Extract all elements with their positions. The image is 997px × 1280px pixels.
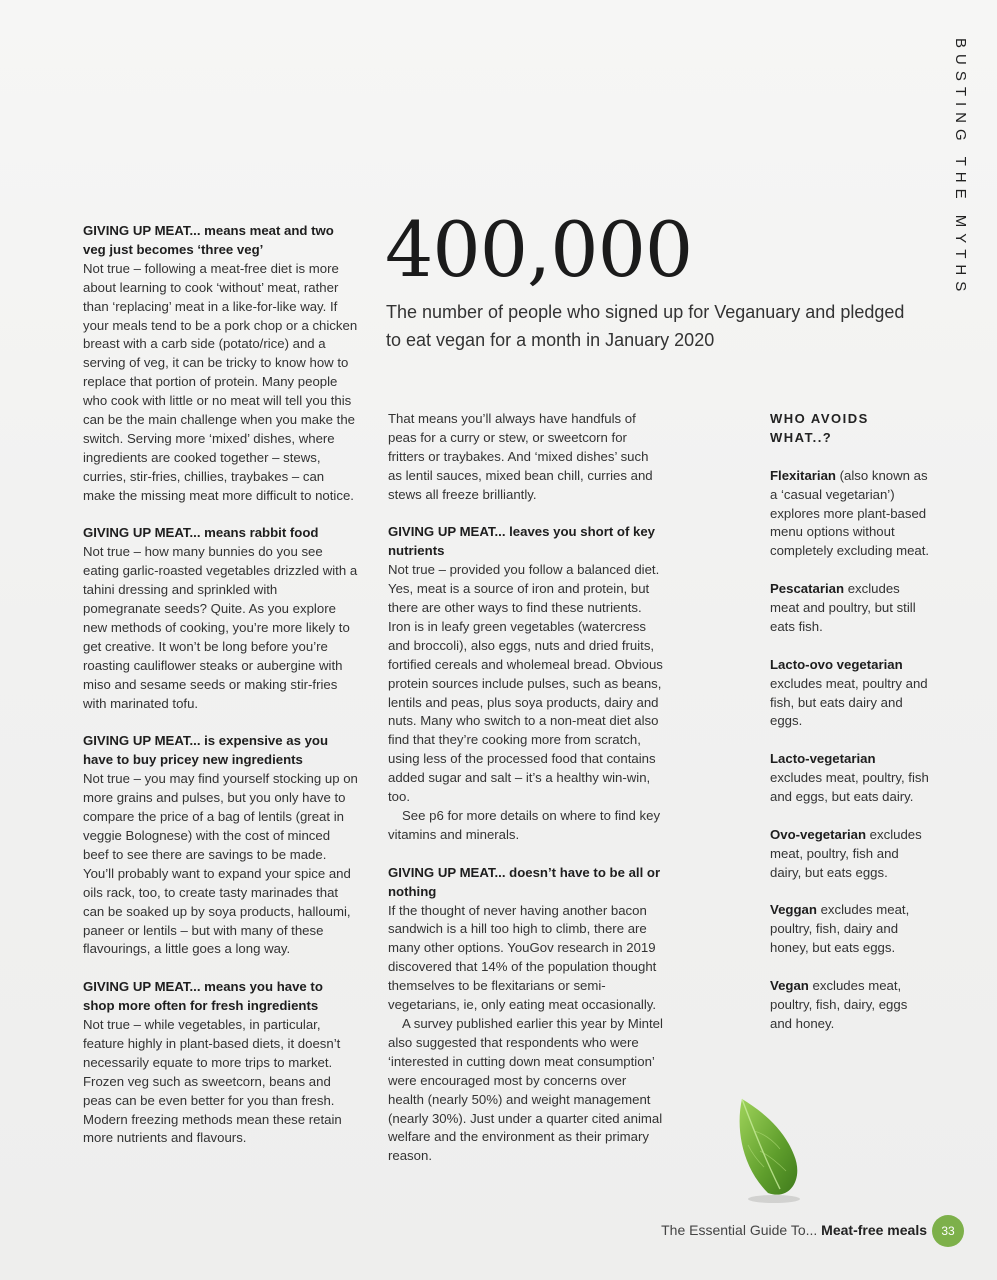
myth-three-veg — [83, 222, 358, 506]
diet-term: Vegan — [770, 978, 809, 994]
myth-note: See p6 for more details on where to find key vitamins and minerals. — [388, 808, 661, 842]
diet-term: Lacto-vegetarian — [770, 751, 876, 767]
myth-body: Not true – following a meat-free diet is more about learning to cook ‘without’ meat, rather than ‘replacing’ meat in a like-for-like way. If your meals tend to be a pork chop or a chicken breast with a carb side (potato/rice) and a serving of veg, it can be tricky to know how to replace that portion of protein. Many people who cook with little or no meat will tell you this can be the main challenge when you make the switch. Serving more ‘mixed’ dishes, where ingredients are cooked together – stews, curries, stir-fries, chillies, traybakes – can make the missing meat more difficult to notice. — [83, 260, 358, 503]
myth-heading: GIVING UP MEAT... doesn’t have to be all or nothing — [388, 864, 661, 899]
diet-description: excludes meat, poultry, fish and dairy, but eats eggs. — [770, 826, 922, 880]
sidebar-heading: WHO AVOIDS WHAT..? — [770, 411, 869, 445]
myth-body-second: A survey published earlier this year by Mintel also suggested that respondents who were ‘interested in cutting down meat consumption’ were encouraged most by concerns over health (nearly 50%) and weight management (nearly 30%). Just under a quarter cited animal welfare and the environment as their primary reason. — [388, 1015, 663, 1164]
diet-item — [770, 580, 930, 637]
diet-item — [770, 656, 930, 732]
diet-term: Ovo-vegetarian — [770, 826, 867, 842]
footer-title: Meat-free meals — [821, 1222, 927, 1238]
diet-term: Lacto-ovo vegetarian — [770, 656, 903, 672]
diet-item — [770, 750, 930, 807]
myth-body: Not true – provided you follow a balanced diet. Yes, meat is a source of iron and protein, but there are other ways to find these nutrients. Iron is in leafy green vegetables (watercress and broccoli), also eggs, nuts and dried fruits, fortified cereals and wholemeal bread. Obvious protein sources include pulses, such as beans, lentils and peas, plus soya products, dairy and nuts. Many who switch to a non-meat diet also find that they’re cooking more from scratch, using less of the processed food that contains added sugar and salt – it’s a healthy win-win, too. — [388, 562, 663, 805]
continuation-body: That means you’ll always have handfuls of peas for a curry or stew, or sweetcorn for fritters or traybakes. And ‘mixed dishes’ such as lentil sauces, mixed bean chill, curries and stews all freeze brilliantly. — [388, 411, 653, 502]
myth-rabbit-food — [83, 524, 358, 713]
myth-expensive — [83, 732, 358, 959]
diet-term: Veggan — [770, 902, 817, 918]
myth-body: Not true – while vegetables, in particular, feature highly in plant-based diets, it doesn’t necessarily equate to more trips to market. Frozen veg such as sweetcorn, beans and peas can be even better for you than fresh. Modern freezing methods mean these retain more nutrients and flavours. — [83, 1017, 342, 1146]
diet-description: excludes meat, poultry, fish, dairy, eggs and honey. — [770, 978, 908, 1031]
myth-body: If the thought of never having another bacon sandwich is a hill too high to climb, there are many other options. YouGov research in 2019 discovered that 14% of the population thought themselves to be flexitarians or semi-vegetarians, ie, only eating meat occasionally. — [388, 902, 657, 1013]
stat-number: 400,000 — [385, 205, 693, 294]
diet-item — [770, 977, 930, 1034]
continuation-paragraph — [388, 410, 663, 505]
myth-body: Not true – you may find yourself stocking up on more grains and pulses, but you only have to compare the price of a bag of lentils (great in veggie Bolognese) with the cost of minced beef to see there are savings to be made. You’ll probably want to expand your spice and oils rack, too, to create tasty marinades that can be soaked up by soya products, halloumi, paneer or lentils – but with many of these flavourings, a little goes a long way. — [83, 771, 358, 957]
myth-all-or-nothing — [388, 864, 663, 1167]
diet-description: excludes meat, poultry, fish, dairy and honey, but eats eggs. — [770, 902, 910, 956]
section-title: BUSTING THE MYTHS — [952, 38, 969, 298]
diet-term: Flexitarian — [770, 467, 836, 483]
diet-item — [770, 826, 930, 883]
myth-heading: GIVING UP MEAT... leaves you short of key nutrients — [388, 524, 655, 559]
basil-leaf-icon — [728, 1095, 808, 1205]
myth-heading: GIVING UP MEAT... means you have to shop more often for fresh ingredients — [83, 979, 323, 1014]
myth-shop-often — [83, 978, 358, 1148]
footer-line — [661, 1222, 927, 1238]
myth-heading: GIVING UP MEAT... means rabbit food — [83, 525, 319, 541]
diet-item — [770, 901, 930, 958]
page-number-badge: 33 — [932, 1215, 964, 1247]
who-avoids-sidebar — [770, 410, 930, 1053]
stat-caption: The number of people who signed up for Veganuary and pledged to eat vegan for a month in January 2020 — [386, 302, 905, 350]
footer-prefix: The Essential Guide To... — [661, 1222, 822, 1238]
diet-description: excludes meat, poultry, fish and eggs, but eats dairy. — [770, 770, 929, 805]
diet-description: (also known as a ‘casual vegetarian’) explores more plant-based menu options without completely excluding meat. — [770, 467, 930, 559]
myth-nutrients — [388, 523, 663, 844]
myth-heading: GIVING UP MEAT... means meat and two veg just becomes ‘three veg’ — [83, 223, 334, 257]
diet-term: Pescatarian — [770, 581, 845, 597]
diet-item — [770, 467, 930, 562]
diet-description: excludes meat and poultry, but still eats fish. — [770, 581, 916, 634]
myth-body: Not true – how many bunnies do you see eating garlic-roasted vegetables drizzled with a tahini dressing and sprinkled with pomegranate seeds? Quite. As you explore new methods of cooking, you’re more likely to get creative. It won’t be long before you’re roasting cauliflower steaks or aubergine with miso and sesame seeds or making stir-fries with marinated tofu. — [83, 544, 358, 711]
column-two — [388, 410, 663, 1185]
myth-heading: GIVING UP MEAT... is expensive as you have to buy pricey new ingredients — [83, 733, 329, 768]
column-one — [83, 222, 358, 1167]
diet-description: excludes meat, poultry and fish, but eats dairy and eggs. — [770, 675, 928, 729]
